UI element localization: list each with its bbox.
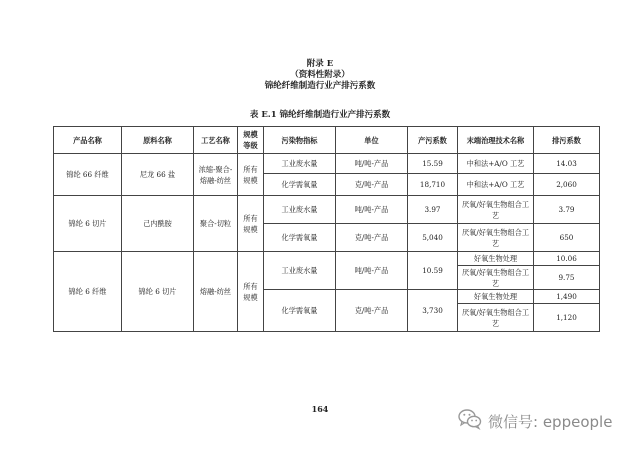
cell-treatment: 好氧生物处理 <box>458 290 534 304</box>
cell-indicator: 工业废水量 <box>264 196 336 224</box>
cell-process: 聚合-切粒 <box>194 196 238 252</box>
cell-unit: 克/吨-产品 <box>336 174 408 196</box>
cell-discharge: 3.79 <box>534 196 600 224</box>
col-header-discharge: 排污系数 <box>534 127 600 154</box>
cell-process: 浓缩-聚合-熔融-纺丝 <box>194 154 238 196</box>
cell-product: 锦纶 6 纤维 <box>54 252 122 332</box>
col-header-product: 产品名称 <box>54 127 122 154</box>
appendix-label: 附录 E <box>306 59 334 69</box>
cell-discharge: 1,120 <box>534 304 600 332</box>
col-header-material: 原料名称 <box>122 127 194 154</box>
table-row <box>54 154 600 174</box>
cell-discharge: 650 <box>534 224 600 252</box>
cell-generation: 3.97 <box>408 196 458 224</box>
cell-scale: 所有规模 <box>238 252 264 332</box>
cell-generation: 5,040 <box>408 224 458 252</box>
cell-discharge: 9.75 <box>534 266 600 290</box>
watermark <box>458 409 612 433</box>
cell-unit: 吨/吨-产品 <box>336 154 408 174</box>
col-header-generation: 产污系数 <box>408 127 458 154</box>
appendix-title: 锦纶纤维制造行业产排污系数 <box>264 81 376 91</box>
cell-unit: 克/吨-产品 <box>336 224 408 252</box>
watermark-text: 微信号: eppeople <box>488 412 613 431</box>
col-header-indicator: 污染物指标 <box>264 127 336 154</box>
col-header-process: 工艺名称 <box>194 127 238 154</box>
table-row <box>54 252 600 266</box>
cell-generation: 15.59 <box>408 154 458 174</box>
col-header-treatment: 末端治理技术名称 <box>458 127 534 154</box>
cell-indicator: 化学需氧量 <box>264 290 336 332</box>
cell-product: 锦纶 6 切片 <box>54 196 122 252</box>
cell-treatment: 中和法+A/O 工艺 <box>458 174 534 196</box>
cell-indicator: 工业废水量 <box>264 154 336 174</box>
col-header-unit: 单位 <box>336 127 408 154</box>
table-title: 表 E.1 锦纶纤维制造行业产排污系数 <box>249 110 391 120</box>
cell-treatment: 厌氧/好氧生物组合工艺 <box>458 266 534 290</box>
cell-material: 锦纶 6 切片 <box>122 252 194 332</box>
cell-treatment: 厌氧/好氧生物组合工艺 <box>458 224 534 252</box>
cell-product: 锦纶 66 纤维 <box>54 154 122 196</box>
cell-discharge: 10.06 <box>534 252 600 266</box>
cell-material: 尼龙 66 盐 <box>122 154 194 196</box>
cell-indicator: 工业废水量 <box>264 252 336 290</box>
wechat-icon <box>458 408 482 434</box>
table-header-row <box>54 127 600 154</box>
cell-material: 己内酰胺 <box>122 196 194 252</box>
cell-generation: 3,730 <box>408 290 458 332</box>
cell-scale: 所有规模 <box>238 154 264 196</box>
cell-unit: 吨/吨-产品 <box>336 252 408 290</box>
cell-treatment: 中和法+A/O 工艺 <box>458 154 534 174</box>
cell-discharge: 14.03 <box>534 154 600 174</box>
cell-treatment: 厌氧/好氧生物组合工艺 <box>458 196 534 224</box>
table-row <box>54 196 600 224</box>
cell-unit: 吨/吨-产品 <box>336 196 408 224</box>
cell-process: 熔融-纺丝 <box>194 252 238 332</box>
cell-discharge: 2,060 <box>534 174 600 196</box>
cell-generation: 10.59 <box>408 252 458 290</box>
cell-discharge: 1,490 <box>534 290 600 304</box>
col-header-scale: 规模等级 <box>238 127 264 154</box>
cell-indicator: 化学需氧量 <box>264 224 336 252</box>
cell-treatment: 厌氧/好氧生物组合工艺 <box>458 304 534 332</box>
cell-treatment: 好氧生物处理 <box>458 252 534 266</box>
emission-coefficient-table <box>53 126 600 332</box>
cell-generation: 18,710 <box>408 174 458 196</box>
cell-indicator: 化学需氧量 <box>264 174 336 196</box>
cell-scale: 所有规模 <box>238 196 264 252</box>
cell-unit: 克/吨-产品 <box>336 290 408 332</box>
page-number: 164 <box>311 404 329 414</box>
appendix-type: （资料性附录） <box>290 70 350 80</box>
